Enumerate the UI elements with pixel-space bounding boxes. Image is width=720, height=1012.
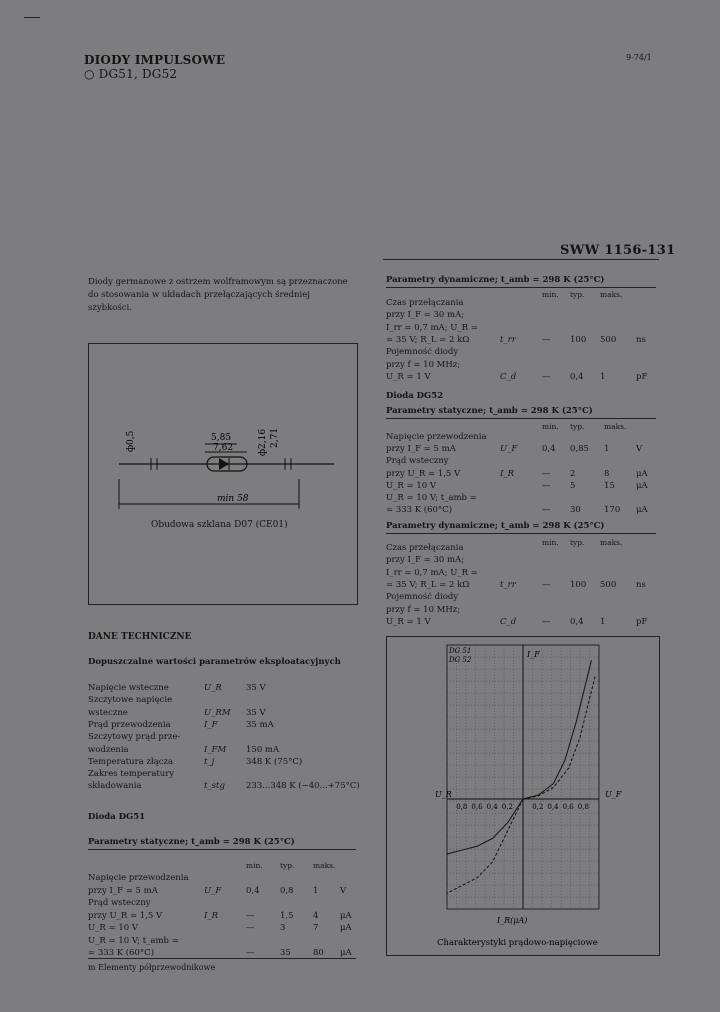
limit-name: Szczytowe napięcie bbox=[88, 695, 173, 706]
param-symbol: C_d bbox=[500, 616, 517, 627]
limit-name: wsteczne bbox=[88, 707, 128, 718]
param-min: — bbox=[542, 468, 551, 479]
param-max: 8 bbox=[604, 468, 610, 479]
dim-min58: min 58 bbox=[217, 494, 249, 504]
dg52-stat-rule bbox=[386, 418, 656, 419]
col-header: maks. bbox=[604, 422, 627, 431]
param-max: 170 bbox=[604, 505, 621, 516]
param-unit: V bbox=[340, 885, 347, 896]
dim-phi05: ф0,5 bbox=[126, 430, 136, 452]
param-symbol: t_rr bbox=[500, 579, 516, 590]
param-max: 500 bbox=[600, 334, 617, 345]
dg52-stat-head: Parametry statyczne; t_amb = 298 K (25°C) bbox=[386, 406, 593, 416]
param-min: — bbox=[542, 334, 551, 345]
param-name: Pojemność diody bbox=[386, 592, 459, 603]
limit-value: 35 mA bbox=[246, 719, 274, 730]
param-name: przy U_R = 1,5 V bbox=[386, 468, 461, 479]
x-forward-tick: 0,2 bbox=[532, 803, 544, 811]
param-name: = 35 V; R_L = 2 kΩ bbox=[386, 579, 470, 590]
series-forward-line bbox=[523, 676, 595, 799]
param-typ: 100 bbox=[570, 579, 587, 590]
param-symbol: U_F bbox=[204, 885, 222, 896]
intro-text: Diody germanowe z ostrzem wolframowym są przeznaczone do stosowania w układach przełączających średniej szybkości. bbox=[88, 277, 348, 313]
param-typ: 100 bbox=[570, 334, 587, 345]
param-max: 15 bbox=[604, 480, 615, 491]
param-typ: 0,8 bbox=[280, 885, 294, 896]
param-symbol: t_rr bbox=[500, 334, 516, 345]
param-name: = 35 V; R_L = 2 kΩ bbox=[386, 334, 470, 345]
param-typ: 3 bbox=[280, 923, 286, 933]
x-forward-tick: 0,4 bbox=[547, 803, 559, 811]
dioda-dg51: Dioda DG51 bbox=[88, 812, 146, 822]
dyn2-rule bbox=[386, 533, 656, 534]
param-min: — bbox=[246, 948, 255, 958]
param-max: 1 bbox=[600, 371, 606, 382]
param-min: 0,4 bbox=[542, 444, 556, 455]
dg51-stat-rule bbox=[88, 849, 356, 850]
dg51-stat-head: Parametry statyczne; t_amb = 298 K (25°C) bbox=[88, 837, 295, 847]
param-name: przy I_F = 30 mA; bbox=[386, 310, 465, 321]
limit-symbol: t_j bbox=[204, 756, 215, 767]
limit-value: 150 mA bbox=[246, 744, 280, 755]
param-unit: μA bbox=[340, 948, 352, 958]
limit-name: Prąd przewodzenia bbox=[88, 719, 171, 730]
param-name: Napięcie przewodzenia bbox=[88, 873, 189, 883]
param-max: 500 bbox=[600, 579, 617, 590]
page-title: DIODY IMPULSOWE bbox=[84, 53, 226, 67]
package-outline-svg bbox=[89, 344, 357, 604]
param-unit: ns bbox=[636, 579, 646, 590]
dioda-dg52: Dioda DG52 bbox=[386, 391, 444, 401]
y-forward-label: I_F bbox=[527, 650, 540, 659]
limit-value: 35 V bbox=[246, 683, 266, 693]
col-header: typ. bbox=[570, 290, 585, 299]
param-symbol: U_F bbox=[500, 444, 518, 455]
drawing-caption: Obudowa szklana D07 (CE01) bbox=[151, 520, 288, 530]
col-header: typ. bbox=[570, 538, 585, 547]
param-min: — bbox=[246, 910, 255, 921]
x-reverse-label: U_R bbox=[435, 790, 452, 799]
param-name: U_R = 1 V bbox=[386, 616, 431, 627]
catalog-number: SWW 1156-131 bbox=[560, 243, 676, 258]
y-reverse-label: I_R(μA) bbox=[497, 916, 528, 925]
param-name: = 333 K (60°C) bbox=[386, 505, 453, 516]
param-max: 80 bbox=[313, 948, 324, 958]
x-forward-tick: 0,6 bbox=[562, 803, 574, 811]
param-name: U_R = 10 V bbox=[88, 923, 138, 933]
param-symbol: I_R bbox=[500, 468, 515, 479]
param-name: przy f = 10 MHz; bbox=[386, 604, 461, 615]
col-header: min. bbox=[542, 422, 559, 431]
iv-chart-box bbox=[386, 636, 660, 956]
param-min: — bbox=[542, 579, 551, 590]
col-header: min. bbox=[542, 538, 559, 547]
param-unit: V bbox=[636, 444, 643, 455]
param-max: 1 bbox=[604, 444, 610, 455]
col-header: min. bbox=[246, 861, 263, 870]
package-drawing bbox=[88, 343, 358, 605]
param-name: Prąd wsteczny bbox=[386, 456, 449, 467]
corner-mark bbox=[24, 17, 40, 18]
col-header: maks. bbox=[600, 290, 623, 299]
col-header: min. bbox=[542, 290, 559, 299]
param-max: 1 bbox=[600, 616, 606, 627]
param-min: — bbox=[542, 480, 551, 491]
param-name: Prąd wsteczny bbox=[88, 898, 151, 908]
dim-585: 5,85 bbox=[211, 433, 232, 443]
param-min: — bbox=[542, 371, 551, 382]
dg51-dyn-head: Parametry dynamiczne; t_amb = 298 K (25°C) bbox=[386, 275, 605, 285]
param-name: I_rr = 0,7 mA; U_R = bbox=[386, 567, 478, 578]
param-unit: pF bbox=[636, 371, 648, 382]
param-name: Czas przełączania bbox=[386, 298, 464, 308]
x-reverse-tick: 0,2 bbox=[501, 803, 513, 811]
param-min: 0,4 bbox=[246, 885, 260, 896]
param-min: — bbox=[246, 923, 255, 933]
param-min: — bbox=[542, 616, 551, 627]
param-unit: μA bbox=[636, 505, 648, 516]
x-reverse-tick: 0,4 bbox=[486, 803, 498, 811]
limit-name: Zakres temperatury bbox=[88, 769, 175, 780]
param-name: przy I_F = 5 mA bbox=[386, 444, 456, 455]
col-header: maks. bbox=[600, 538, 623, 547]
param-unit: pF bbox=[636, 616, 648, 627]
param-unit: μA bbox=[636, 480, 648, 491]
param-symbol: I_R bbox=[204, 910, 219, 921]
limit-symbol: I_F bbox=[204, 719, 218, 730]
limit-name: Szczytowy prąd prze- bbox=[88, 732, 181, 743]
param-typ: 35 bbox=[280, 948, 291, 958]
limit-value: 35 V bbox=[246, 707, 266, 718]
limit-name: składowania bbox=[88, 781, 142, 792]
dim-762: 7,62 bbox=[213, 443, 234, 453]
param-typ: 2 bbox=[570, 468, 576, 479]
param-name: U_R = 1 V bbox=[386, 371, 431, 382]
param-typ: 0,4 bbox=[570, 616, 584, 627]
limit-symbol: U_R bbox=[204, 683, 222, 693]
param-typ: 0,85 bbox=[570, 444, 589, 455]
param-name: U_R = 10 V; t_amb = bbox=[88, 935, 179, 946]
param-name: U_R = 10 V bbox=[386, 480, 436, 491]
param-name: przy I_F = 5 mA bbox=[88, 885, 158, 896]
limit-symbol: U_RM bbox=[204, 707, 231, 718]
limit-name: Temperatura złącza bbox=[88, 756, 174, 767]
limit-symbol: t_stg bbox=[204, 781, 225, 792]
param-name: przy f = 10 MHz; bbox=[386, 359, 461, 370]
section-dane: DANE TECHNICZNE bbox=[88, 632, 192, 642]
x-reverse-tick: 0,8 bbox=[456, 803, 468, 811]
limit-value: 233...348 K (−40...+75°C) bbox=[246, 781, 360, 792]
param-max: 7 bbox=[313, 923, 319, 933]
x-forward-label: U_F bbox=[605, 790, 622, 799]
header-rule bbox=[383, 259, 659, 260]
col-header: maks. bbox=[313, 861, 336, 870]
limit-name: wodzenia bbox=[88, 744, 129, 755]
col-header: typ. bbox=[570, 422, 585, 431]
footer-note: m Elementy półprzewodnikowe bbox=[88, 963, 216, 972]
param-unit: μA bbox=[340, 910, 352, 921]
param-unit: μA bbox=[636, 468, 648, 479]
limit-name: Napięcie wsteczne bbox=[88, 683, 169, 693]
param-typ: 1,5 bbox=[280, 910, 294, 921]
footer-rule bbox=[88, 958, 356, 959]
param-name: przy I_F = 30 mA; bbox=[386, 555, 465, 566]
limit-symbol: I_FM bbox=[204, 744, 227, 755]
page-code: 9-74/1 bbox=[626, 53, 652, 62]
param-typ: 30 bbox=[570, 505, 581, 516]
param-typ: 5 bbox=[570, 480, 576, 491]
x-reverse-tick: 0,6 bbox=[471, 803, 483, 811]
param-name: I_rr = 0,7 mA; U_R = bbox=[386, 322, 478, 333]
param-min: — bbox=[542, 505, 551, 516]
param-name: przy U_R = 1,5 V bbox=[88, 910, 163, 921]
legend-entry: DG 52 bbox=[449, 656, 472, 664]
param-name: Czas przełączania bbox=[386, 543, 464, 553]
param-unit: ns bbox=[636, 334, 646, 345]
dim-271: 2,71 bbox=[270, 427, 280, 448]
x-forward-tick: 0,8 bbox=[577, 803, 589, 811]
param-typ: 0,4 bbox=[570, 371, 584, 382]
param-name: U_R = 10 V; t_amb = bbox=[386, 493, 477, 503]
limit-value: 348 K (75°C) bbox=[246, 756, 303, 767]
param-max: 4 bbox=[313, 910, 319, 921]
dim-phi216: ф2,16 bbox=[258, 428, 268, 456]
col-header: typ. bbox=[280, 861, 295, 870]
chart-caption: Charakterystyki prądowo-napięciowe bbox=[437, 938, 598, 948]
dyn1-rule bbox=[386, 287, 656, 288]
legend-entry: DG 51 bbox=[449, 647, 472, 655]
series-forward-line bbox=[523, 660, 591, 799]
param-name: Pojemność diody bbox=[386, 347, 459, 358]
page-subtitle: ○ DG51, DG52 bbox=[84, 67, 178, 81]
param-name: Napięcie przewodzenia bbox=[386, 432, 487, 442]
param-max: 1 bbox=[313, 885, 319, 896]
param-unit: μA bbox=[340, 923, 352, 933]
dg52-dyn-head: Parametry dynamiczne; t_amb = 298 K (25°C) bbox=[386, 521, 605, 531]
param-name: = 333 K (60°C) bbox=[88, 948, 155, 958]
section-dopuszczalne: Dopuszczalne wartości parametrów eksploatacyjnych bbox=[88, 657, 341, 667]
iv-chart-svg bbox=[387, 637, 659, 955]
param-symbol: C_d bbox=[500, 371, 517, 382]
